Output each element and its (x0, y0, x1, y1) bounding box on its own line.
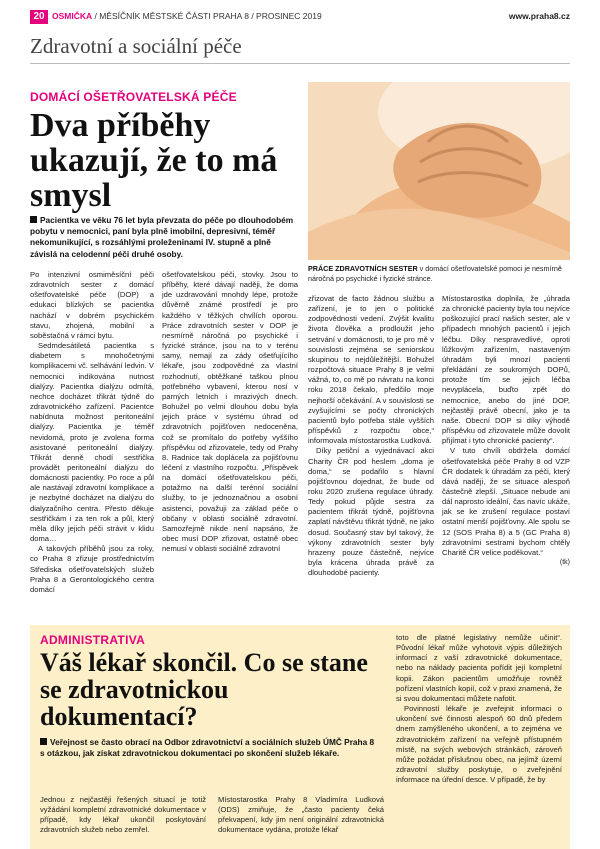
section-header (30, 26, 570, 64)
article2-kicker: ADMINISTRATIVA (40, 633, 146, 647)
article1-lead (30, 215, 298, 260)
article1-column-2 (162, 270, 298, 554)
article2-headline: Váš lékař skončil. Co se stane se zdravotnickou dokumentací? (40, 648, 368, 731)
paragraph: zřizovat de facto žádnou službu a zařízení, je to jen o politické zodpovědnosti vedení. Zvýšit kvalitu života člověka a prodloužit jeho setrvání v domácnosti, to je pro mě v souvislosti zejména se seniorskou skupinou to nejdůležitější. Bohužel rozpočtová situace Prahy 8 je velmi vážná, to, co mě po návratu na konci roku 2018 čekalo, předčilo moje nejhorší očekávání. A v souvislosti se zvyšujícími se počty chronických pacientů bylo potřeba stále vyšších příspěvků z rozpočtu obce,“ informovala místostarostka Ludková. (308, 294, 434, 446)
article1-column-4 (442, 294, 570, 568)
article2-lead-text: Veřejnost se často obrací na Odbor zdravotnictví a sociálních služeb ÚMČ Praha 8 s otázkou, jak získat zdravotnickou dokumentaci po skončení služeb lékaře. (40, 737, 375, 759)
paragraph: Místostarostka Prahy 8 Vladimíra Ludková (ODS) zmiňuje, že „často pacienty čeká překvapení, kdy jim není originální zdravotnická dokumentace vydána, protože lékař (218, 795, 384, 835)
issue-info (52, 11, 322, 21)
section-title: Zdravotní a sociální péče (30, 34, 242, 58)
article1-column-1 (30, 270, 154, 595)
caption-text: v domácí ošetřovatelské pomoci je nesmírně náročná po psychické i fyzické stránce. (308, 264, 562, 283)
magazine-name: OSMIČKA (52, 11, 93, 21)
article2-column-3 (396, 633, 562, 785)
website-url: www.praha8.cz (508, 11, 570, 21)
article2-box (30, 625, 570, 849)
author-signature: (tk) (559, 559, 570, 567)
paragraph: V tuto chvíli obdržela domácí ošetřovatelská péče Prahy 8 od VZP ČR dodatek k úhradám za péči, který dává naději, že se situace alespoň částečně zlepší. „Situace nebude ani dál naprosto ideální, čas navíc ukáže, jak se ke zrušení regulace postaví ostatní menší pojišťovny. Ale spolu se 12 (SOS Praha 8) a 5 (GC Praha 8) zdravotními sestrami bychom chtěly Charitě ČR velice poděkovat.“ (442, 446, 570, 557)
article1-column-3 (308, 294, 434, 578)
article1-headline: Dva příběhy ukazují, že to má smysl (30, 107, 278, 214)
bullet-square (40, 738, 47, 745)
caption-bold: PRÁCE ZDRAVOTNÍCH SESTER (308, 264, 418, 273)
paragraph: Po intenzivní osmiměsíční péči zdravotních sester z domácí ošetřovatelské péče (DOP) a edukaci blízkých se pacientka nachází v dobrém psychickém stavu, zhojená, mobilní a soběstačná v rámci bytu. (30, 270, 154, 340)
article2-lead (40, 737, 380, 759)
paragraph: Díky petiční a vyjednávací akci Charity ČR pod heslem „doma je doma,“ se podařilo s hlavní pojišťovnou dojednat, že bude od roku 2020 zrušena regulace úhrady. Tedy pokud půjde sestra za pacientem třikrát týdně, pojišťovna zaplatí návštěvu třikrát týdně, ne jako dosud. Současný stav byl takový, že výkony zdravotních sester byly hrazeny pouze částečně, nejvíce byla krácena úhrada právě za dlouhodobé pacienty. (308, 446, 434, 578)
paragraph: Povinností lékaře je zveřejnit informaci o ukončení své činnosti alespoň 60 dnů předem dnem zamýšleného ukončení, a to zejména ve zdravotnickém zařízení na veřejně přístupném místě, na svých webových stránkách, zároveň může požádat příslušnou obec, na jejímž území zdravotní služby poskytuje, o zveřejnění informace na úřední desce. V případě, že by (396, 704, 562, 785)
page-number: 20 (30, 10, 48, 24)
hands-photo (308, 82, 570, 260)
article2-column-1 (40, 795, 206, 836)
page-header (0, 0, 600, 24)
paragraph: Sedmdesátiletá pacientka s diabetem s mnohočetnými komplikacemi vč. selhávání ledvin. V nemocnici indikována nutnost dialýzy. Pacientka dialýzu odmítá, nechce docházet třikrát týdně do zdravotnického zařízení. Pacientce nabídnuta možnost peritoneální dialýzy. Pacientka je téměř nevidomá, proto je zvolena forma asistované peritoneální dialýzy. Třikrát denně chodí sestřička provádět peritoneální dialýzu do domácnosti pacientky. Po roce a půl ale nastávají zdravotní komplikace a je nezbytné docházet na dialýzu do dialyzačního centra. Přesto děkuje sestřičkám i za ten rok a půl, který měla díky jejich péči strávit v klidu doma… (30, 341, 154, 544)
bullet-square (30, 216, 37, 223)
photo-caption (308, 264, 570, 283)
article2-column-2 (218, 795, 384, 836)
article1-lead-text: Pacientka ve věku 76 let byla převzata do péče po dlouhodobém pobytu v nemocnici, paní byla plně imobilní, depresivní, téměř nekomunikující, s rozsáhlými proleženinami IV. stupně a plně závislá na celodenní péči druhé osoby. (30, 215, 294, 259)
hands-illustration (308, 82, 570, 260)
paragraph: Jednou z nejčastěji řešených situací je totiž vyžádání kompletní zdravotnické dokumentace v případě, kdy lékař ukončil poskytování zdravotních služeb nebo zemřel. (40, 795, 206, 835)
article1-kicker: DOMÁCÍ OŠETŘOVATELSKÁ PÉČE (30, 90, 237, 104)
paragraph: toto dle platné legislativy nemůže učinit“. Původní lékař může vyhotovit výpis důležitých informací z vaší zdravotnické dokumentace, nebo na náklady pacienta pořídit její kompletní kopii. Zákon pacientům umožňuje rovněž pořízení vlastních kopií, což v praxi znamená, že si svou dokumentaci můžete nafotit. (396, 633, 562, 703)
paragraph: A takových příběhů jsou za roky, co Praha 8 zřizuje prostřednictvím Střediska ošetřovatelských služeb Praha 8 a Gerontologického centra domácí (30, 544, 154, 594)
paragraph: Místostarostka doplnila, že „úhrada za chronické pacienty byla tou nejvíce poškozující prací našich sester, ale v případech mnohých pacientů i jejich léčbu. Díky nespravedlivé, oproti lůžkovým zařízením, nastaveným úhradám byli mnozí pacienti překládání ze soukromých DOPů, protože tím se jejich léčba nevyplácela, buďto zpět do nemocnice, anebo do jiné DOP, nejčastěji právě obecní, jako je ta naše. Obecní DOP si díky výhodě příspěvku od zřizovatele může dovolit přijímat i tyto chronické pacienty“. (442, 294, 570, 446)
issue-meta: / MĚSÍČNÍK MĚSTSKÉ ČÁSTI PRAHA 8 / PROSINEC 2019 (92, 11, 322, 21)
paragraph: ošetřovatelskou péči, stovky. Jsou to příběhy, které dávají naději, že doma jde uzdravování mnohdy lépe, protože důvěrně známé prostředí je pro každého v těžkých chvílích oporou. Práce zdravotních sester v DOP je nesmírně náročná po psychické i fyzické stránce, jsou na to v terénu samy, nemají za zády ošetřujícího lékaře, jsou zodpovědné za vlastní rozhodnutí, obtěžkané taškou plnou potřebného vybavení, kterou nosí v parných letních i mrazivých dnech. Bohužel po velmi dlouhou dobu byla jejich práce v systému úhrad od zdravotních pojišťoven nedoceněna, což se promítalo do potřeby vyššího příspěvku od zřizovatele, tedy od Prahy 8. Radnice tak doplácela za pojišťovnu léčení z vlastního rozpočtu. „Příspěvek na domácí ošetřovatelskou péči, potažmo na další terénní sociální služby, to je jednoznačnou a osobní asistenci, považuji za základ péče o občany v oblasti sociálně zdravotní. Samozřejmě nikde není napsáno, že obec musí DOP zřizovat, ostatně obec nemusí v oblasti sociálně zdravotní (162, 270, 298, 554)
